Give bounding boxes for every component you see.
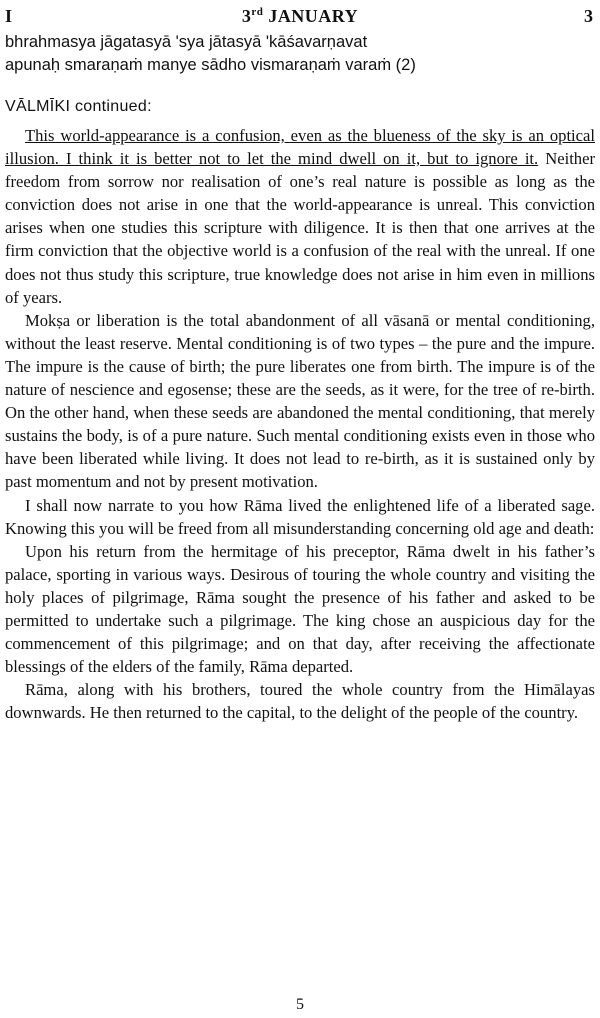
header-date-month: JANUARY (268, 6, 359, 26)
paragraph-3: I shall now narrate to you how Rāma lived the enlightened life of a liberated sage. Knowing this you will be freed from all misunderstanding concerning old age and death: (5, 495, 595, 538)
paragraph-2: Mokṣa or liberation is the total abandonment of all vāsanā or mental conditioning, without the least reserve. Mental conditioning is of two types – the pure and the impure. The impure is the cause of birth; the pure liberates one from birth. The impure is of the nature of nescience and egosense; these are the seeds, as it were, for the tree of re-birth. On the other hand, when these seeds are abandoned the mental conditioning, that merely sustains the body, is of a pure nature. Such mental conditioning exists even in those who have been liberated while living. It does not lead to re-birth, as it is sustained only by past momentum and not by present motivation. (5, 310, 595, 492)
page-number: 5 (296, 996, 304, 1013)
paragraph-5: Rāma, along with his brothers, toured the whole country from the Himālayas downwards. He then returned to the capital, to the delight of the people of the country. (5, 680, 595, 723)
body-text (5, 124, 595, 724)
header-date (5, 6, 595, 27)
paragraph-1 (5, 124, 595, 309)
paragraph-4: Upon his return from the hermitage of his preceptor, Rāma dwelt in his father’s palace, sporting in various ways. Desirous of touring the whole country and visiting the holy places of pilgrimage, Rāma sought the presence of his father and asked to be permitted to undertake such a pilgrimage. The king chose an auspicious day for the commencement of this pilgrimage; and on that day, after receiving the affectionate blessings of the elders of the family, Rāma departed. (5, 541, 595, 677)
underlined-passage: This world-appearance is a confusion, even as the blueness of the sky is an optical illusion. I think it is better not to let the mind dwell on it, but to ignore it. (5, 126, 595, 169)
header-right-mark: 3 (584, 6, 593, 26)
running-header (5, 6, 595, 30)
header-date-suffix: rd (251, 6, 264, 18)
sanskrit-verse (5, 31, 592, 77)
verse-line-2: apunaḥ smaraṇaṁ manye sādho vismaraṇaṁ varaṁ (2) (5, 56, 416, 74)
header-left-mark: I (5, 6, 13, 26)
paragraph-1-rest: Neither freedom from sorrow nor realisation of one’s real nature is possible as long as the conviction does not arise in one that the world-appearance is unreal. This conviction arises when one studies this scripture with diligence. It is then that one arrives at the firm conviction that the objective world is a confusion of the real with the unreal. If one does not thus study this scripture, true knowledge does not arise in him even in millions of years. (5, 149, 595, 307)
header-date-day: 3 (241, 6, 252, 26)
verse-line-1: bhrahmasya jāgatasyā 'sya jātasyā 'kāśavarṇavat (5, 33, 368, 51)
speaker-label: VĀLMĪKI continued: (5, 98, 152, 115)
